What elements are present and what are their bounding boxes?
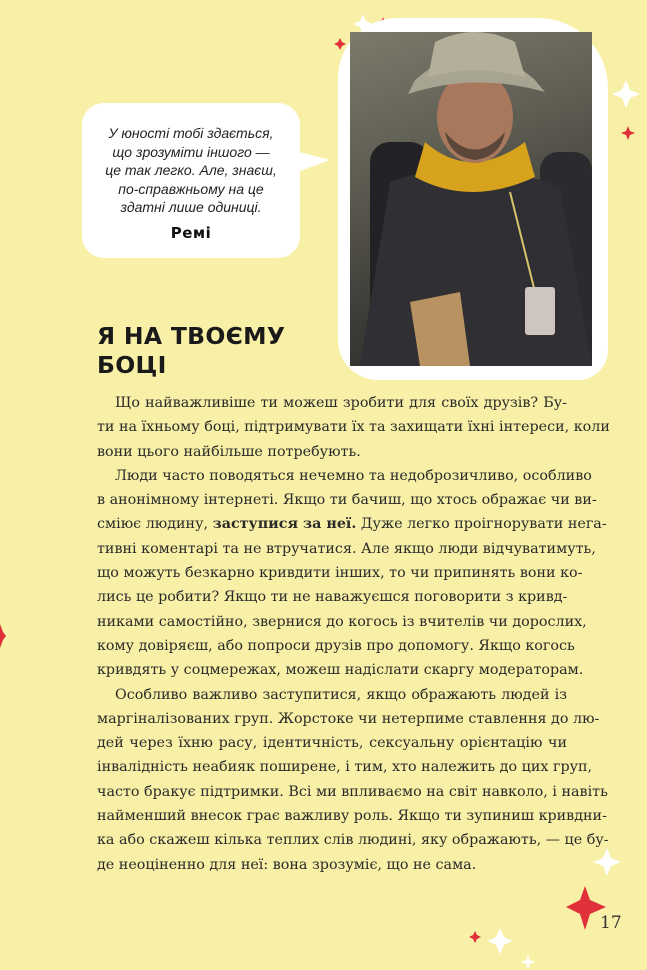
text-line: Що найважливіше ти можеш зробити для своїх друзів? Бу-	[115, 395, 567, 411]
sparkle-icon	[521, 955, 535, 969]
hiker-photo	[350, 32, 592, 366]
paragraph	[97, 683, 609, 877]
text-line: часто бракує підтримки. Всі ми впливаємо на світ навколо, і навіть	[97, 783, 608, 800]
text-line: найменший внесок грає важливу роль. Якщо ти зупиниш кривдни-	[97, 808, 607, 825]
section-heading	[97, 322, 285, 380]
text-line: дей через їхню расу, ідентичність, сексуальну орієнтацію чи	[97, 735, 567, 752]
sparkle-icon	[612, 80, 640, 108]
text-line: інвалідність неабияк поширене, і тим, хто належить до цих груп,	[97, 759, 593, 776]
text-line: ка або скажеш кілька теплих слів людині, яку ображають, — це бу-	[97, 832, 609, 849]
quote-author: Pемі	[170, 224, 212, 242]
quote-text	[92, 124, 290, 217]
paragraph	[97, 391, 610, 464]
speech-bubble-tail	[292, 150, 330, 174]
sparkle-icon	[488, 928, 512, 954]
paragraph	[97, 464, 607, 683]
text-line: кому довіряєш, або попроси друзів про допомогу. Якщо когось	[97, 637, 575, 654]
text-line: маргіналізованих груп. Жорстоке чи нетерпиме ставлення до лю-	[97, 710, 600, 727]
sparkle-icon	[334, 38, 346, 50]
quote-line: по-справжньому на це	[118, 180, 264, 197]
sparkle-icon	[621, 126, 635, 140]
heading-line: БОЦІ	[97, 351, 167, 379]
sparkle-icon	[593, 848, 621, 876]
text-line: никами самостійно, звернися до когось із вчителів чи дорослих,	[97, 613, 587, 630]
heading-line: Я НА ТВОЄМУ	[97, 322, 286, 350]
text-line: в анонімному інтернеті. Якщо ти бачиш, що хтось ображає чи ви-	[97, 492, 597, 509]
quote-line: це так легко. Але, знаєш,	[105, 162, 277, 178]
text-line: Особливо важливо заступитися, якщо ображають людей із	[115, 686, 567, 703]
text-line: кривдять у соцмережах, можеш надіслати скаргу модераторам.	[97, 662, 584, 679]
text-line: що можуть безкарно кривдити інших, то чи припинять вони ко-	[97, 565, 583, 582]
page-number: 17	[600, 913, 622, 933]
text-line: сміює людину, заступися за неї. Дуже легко проігнорувати нега-	[97, 516, 607, 533]
text-line: Люди часто поводяться нечемно та недоброзичливо, особливо	[115, 467, 592, 484]
text-line: ти на їхньому боці, підтримувати їх та захищати їхні інтереси, коли	[97, 419, 610, 436]
emphasis: заступися за неї.	[212, 516, 357, 533]
text-line: вони цього найбільше потребують.	[97, 443, 361, 460]
quote-line: здатні лише одиниці.	[120, 199, 262, 215]
body-text	[97, 391, 610, 877]
quote-line: У юності тобі здається,	[108, 125, 274, 141]
text-line: де неоціненно для неї: вона зрозуміє, що не сама.	[97, 856, 477, 873]
quote-line: що зрозуміти іншого —	[112, 143, 270, 160]
text-line: лись це робити? Якщо ти не наважуєшся поговорити з кривд-	[97, 589, 568, 606]
sparkle-icon	[0, 624, 6, 648]
sparkle-icon	[469, 931, 481, 943]
text-line: тивні коментарі та не втручатися. Але якщо люди відчуватимуть,	[97, 540, 596, 557]
